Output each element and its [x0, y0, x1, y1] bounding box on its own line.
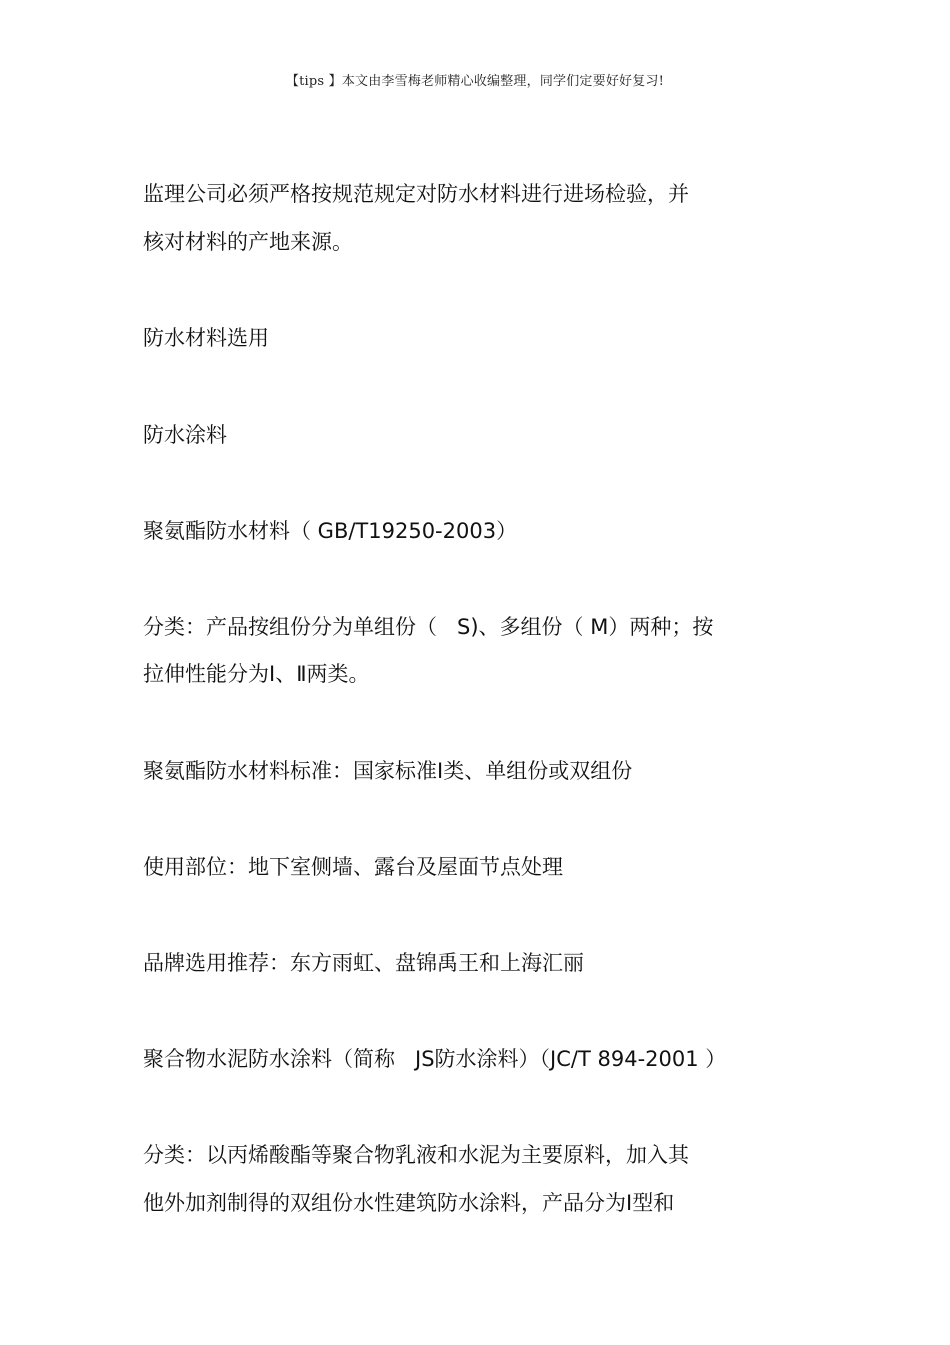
header-tip: 【tips 】本文由李雪梅老师精心收编整理，同学们定要好好复习!: [285, 74, 665, 89]
paragraph-line: 拉伸性能分为Ⅰ、Ⅱ两类。: [143, 662, 370, 686]
subsection-heading: 防水涂料: [143, 423, 227, 447]
paragraph-line: 使用部位：地下室侧墙、露台及屋面节点处理: [143, 855, 563, 879]
paragraph-line: 聚氨酯防水材料标准：国家标准Ⅰ类、单组份或双组份: [143, 759, 633, 783]
material-heading: 聚合物水泥防水涂料（简称 JS防水涂料）（JC/T 894-2001 ）: [143, 1047, 727, 1071]
section-heading: 防水材料选用: [143, 326, 269, 350]
paragraph-line: 他外加剂制得的双组份水性建筑防水涂料，产品分为Ⅰ型和: [143, 1191, 675, 1215]
paragraph-line: 品牌选用推荐：东方雨虹、盘锦禹王和上海汇丽: [143, 951, 584, 975]
paragraph-line: 分类：产品按组份分为单组份（ S)、多组份（ M）两种；按: [143, 615, 714, 639]
material-heading: 聚氨酯防水材料（ GB/T19250-2003）: [143, 519, 518, 543]
paragraph-line: 监理公司必须严格按规范规定对防水材料进行进场检验，并: [143, 182, 689, 206]
paragraph-line: 分类：以丙烯酸酯等聚合物乳液和水泥为主要原料，加入其: [143, 1143, 689, 1167]
paragraph-line: 核对材料的产地来源。: [143, 230, 353, 254]
